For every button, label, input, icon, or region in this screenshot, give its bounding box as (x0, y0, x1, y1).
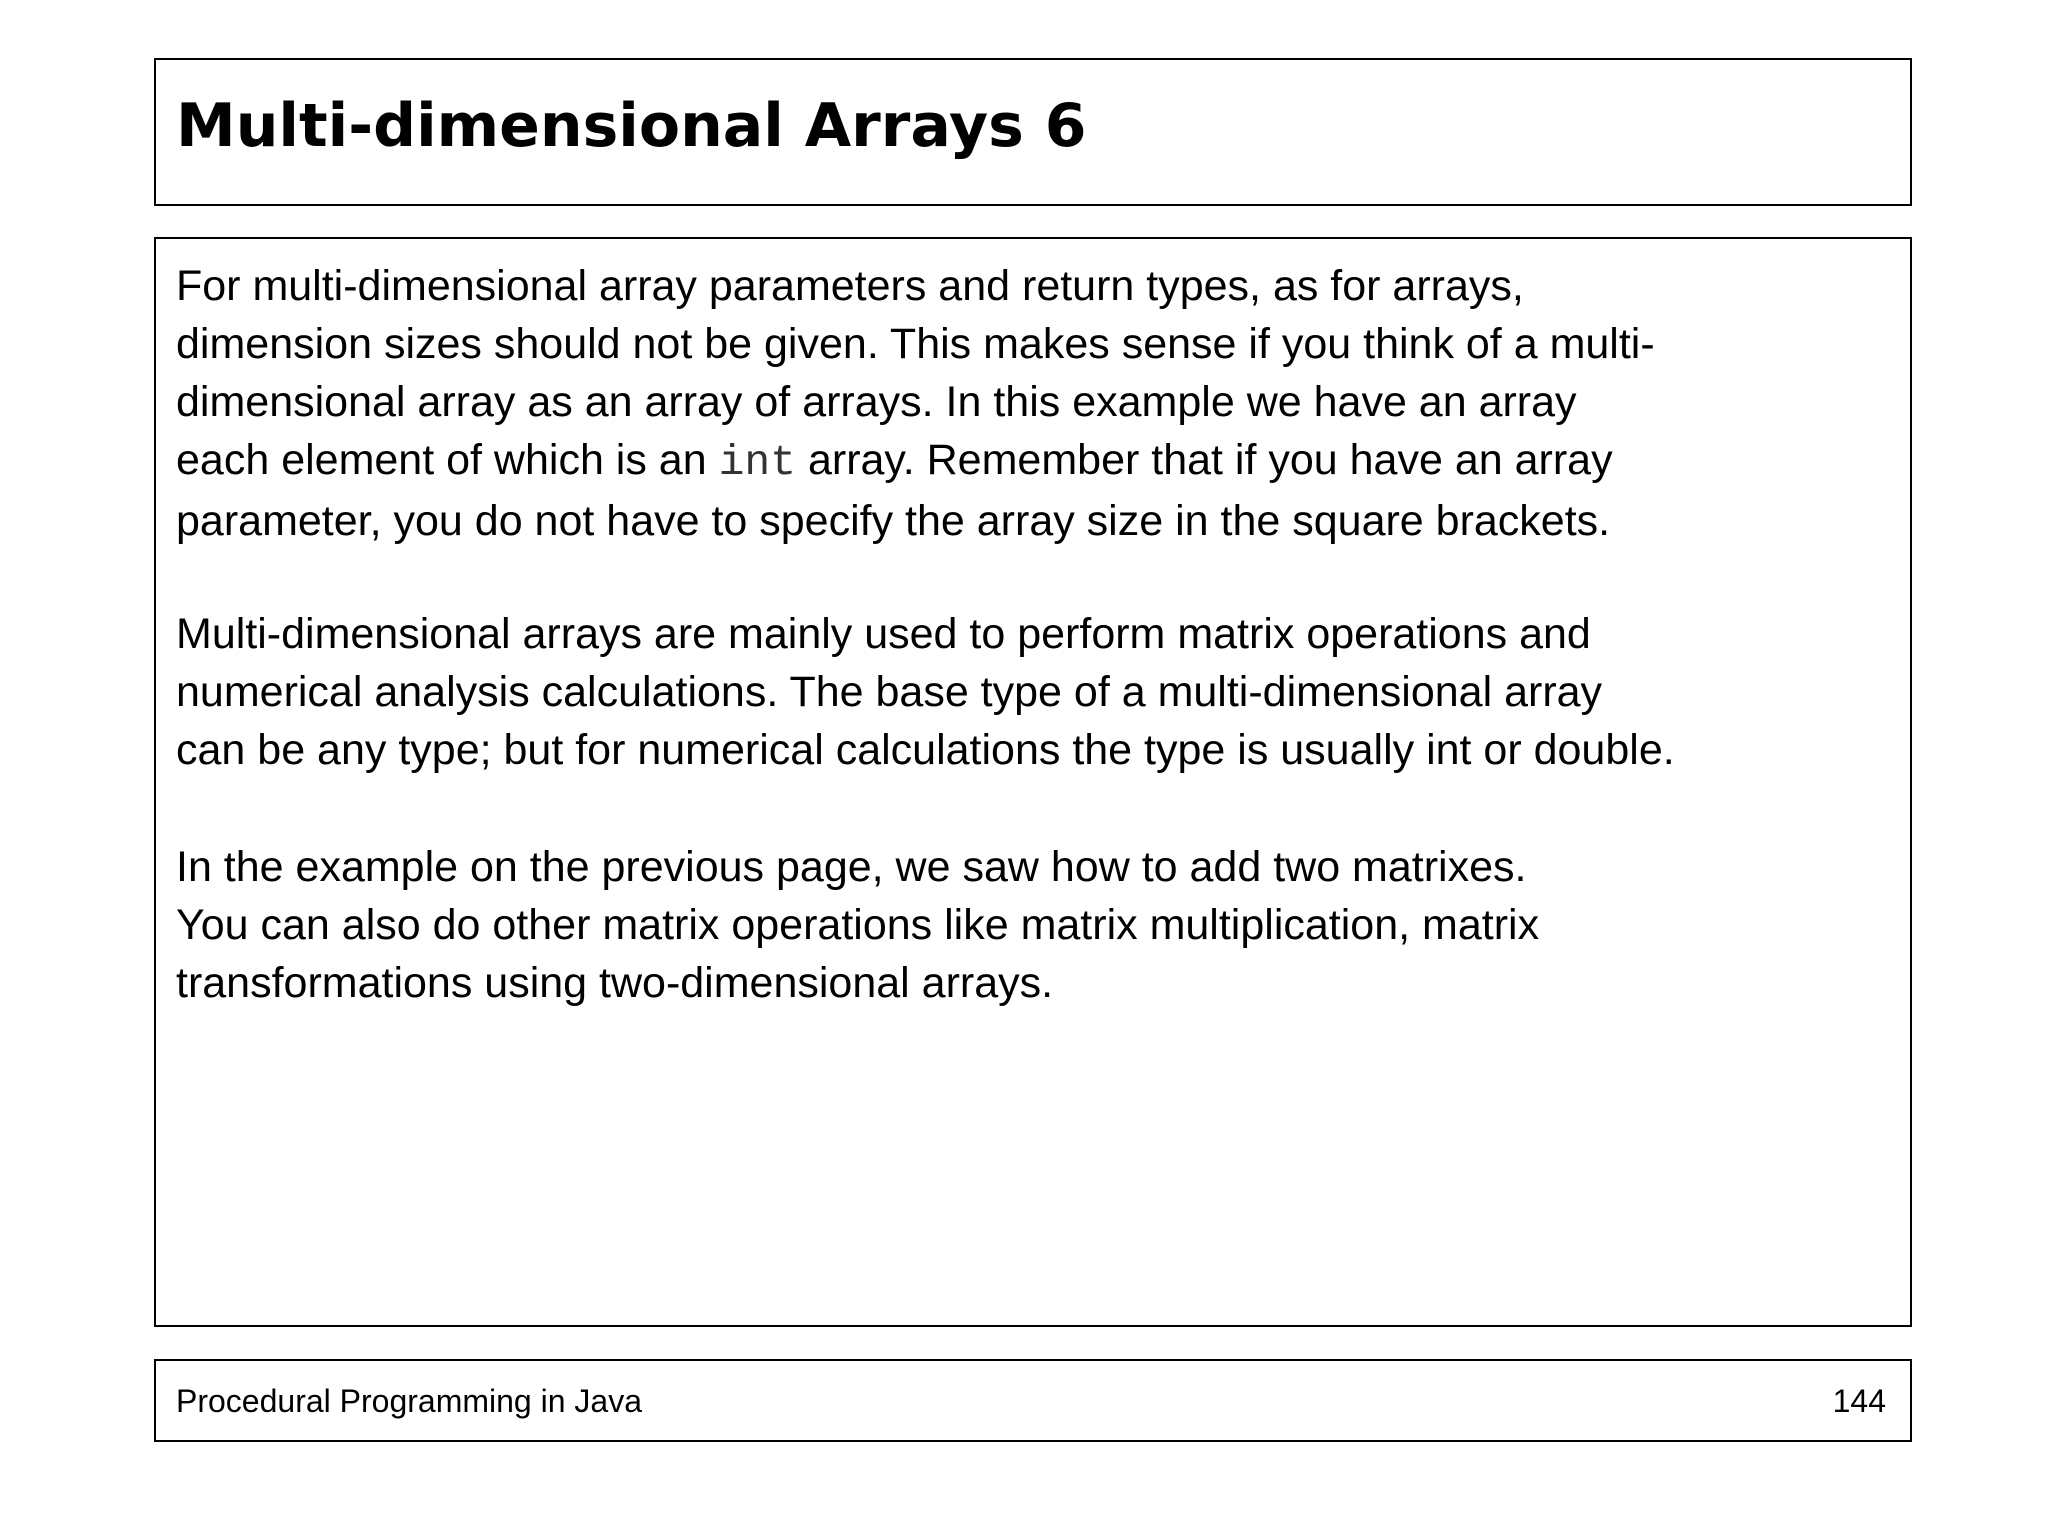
paragraph-1-line-3: dimensional array as an array of arrays. In this example we have an array (176, 378, 1577, 426)
page-number: 144 (1832, 1383, 1886, 1419)
paragraph-2-line-3: can be any type; but for numerical calculations the type is usually int or double. (176, 726, 1675, 774)
paragraph-2-line-1: Multi-dimensional arrays are mainly used to perform matrix operations and (176, 610, 1591, 658)
paragraph-2 (176, 605, 1675, 779)
footer-box (154, 1359, 1912, 1442)
paragraph-3-line-1: In the example on the previous page, we saw how to add two matrixes. (176, 843, 1527, 891)
paragraph-2-line-2: numerical analysis calculations. The base type of a multi-dimensional array (176, 668, 1603, 716)
page-title: Multi-dimensional Arrays 6 (176, 91, 1087, 161)
paragraph-3 (176, 838, 1539, 1012)
line-4-text-after: array. Remember that if you have an array (796, 436, 1613, 484)
paragraph-1-line-2: dimension sizes should not be given. This makes sense if you think of a multi- (176, 320, 1655, 368)
footer-course-title: Procedural Programming in Java (176, 1383, 642, 1419)
paragraph-1 (176, 257, 1655, 550)
paragraph-3-line-2: You can also do other matrix operations like matrix multiplication, matrix (176, 901, 1540, 949)
content-box (154, 237, 1912, 1327)
paragraph-3-line-3: transformations using two-dimensional arrays. (176, 959, 1054, 1007)
paragraph-1-line-1: For multi-dimensional array parameters and return types, as for arrays, (176, 262, 1524, 310)
paragraph-1-line-5: parameter, you do not have to specify the array size in the square brackets. (176, 497, 1611, 545)
paragraph-1-line-4 (176, 431, 1655, 492)
line-4-text-before: each element of which is an (176, 436, 719, 484)
int-code-keyword: int (718, 438, 797, 487)
title-box (154, 58, 1912, 206)
